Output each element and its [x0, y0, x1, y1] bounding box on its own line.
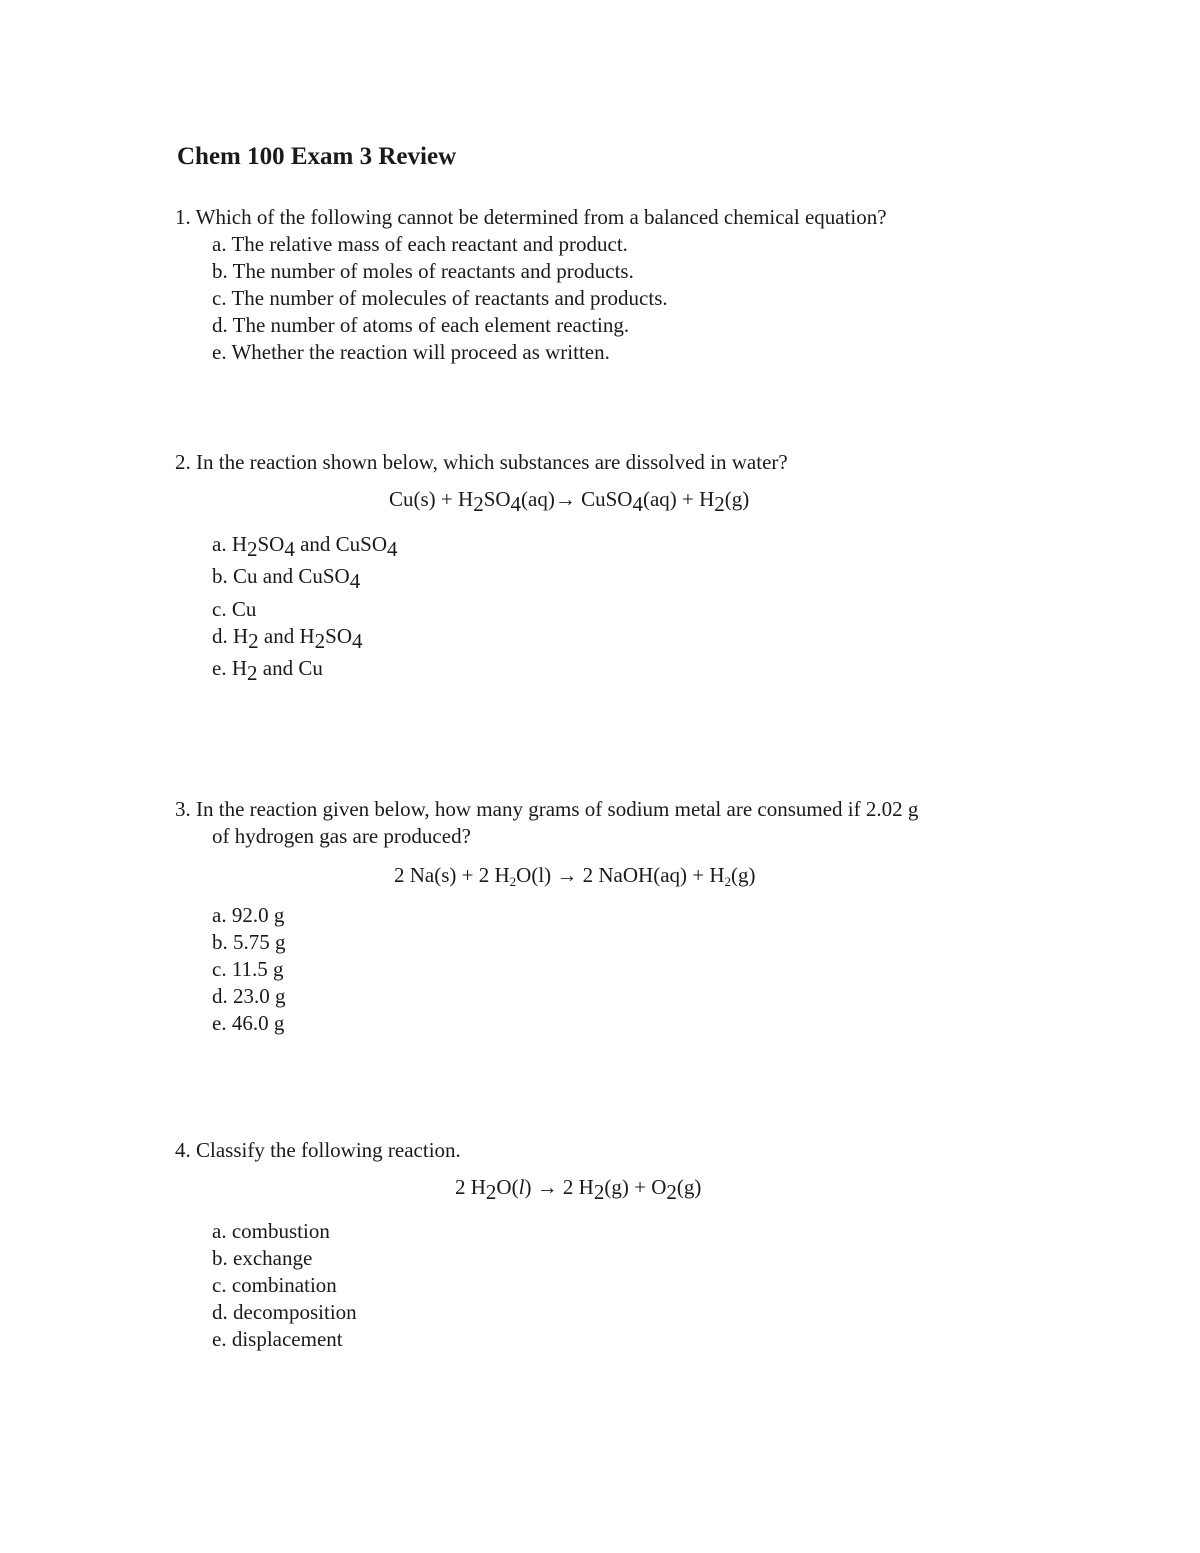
document-title: Chem 100 Exam 3 Review [177, 143, 457, 170]
equation-text: (g) [676, 1175, 702, 1199]
question-2-option-e [212, 655, 323, 685]
question-3-option-b: b. 5.75 g [212, 930, 286, 954]
equation-subscript: 2 [509, 874, 517, 889]
equation-subscript: 4 [632, 492, 643, 516]
question-1-prompt: 1. Which of the following cannot be determined from a balanced chemical equation? [175, 205, 887, 229]
option-text: c. Cu [212, 597, 257, 621]
equation-subscript: 2 [473, 492, 484, 516]
question-3-equation [394, 862, 756, 891]
equation-subscript: 2 [714, 492, 725, 516]
option-text: and Cu [257, 656, 323, 680]
question-2-prompt: 2. In the reaction shown below, which substances are dissolved in water? [175, 450, 788, 474]
option-subscript: 4 [352, 629, 363, 653]
equation-text: (g) + O [604, 1175, 667, 1199]
equation-text: (aq) + H [642, 487, 715, 511]
option-text: b. Cu and CuSO [212, 564, 350, 588]
equation-subscript: 2 [593, 1180, 605, 1204]
option-text: d. H [212, 624, 249, 648]
equation-italic-l: l [518, 1175, 525, 1199]
option-subscript: 2 [248, 629, 259, 653]
option-subscript: 2 [247, 537, 258, 561]
equation-text: 2 H [455, 1175, 486, 1199]
question-3-prompt-line-1: 3. In the reaction given below, how many grams of sodium metal are consumed if 2.02 g [175, 797, 919, 821]
question-3-option-c: c. 11.5 g [212, 957, 284, 981]
equation-text: ) → 2 H [524, 1175, 594, 1199]
equation-text: 2 Na(s) + 2 H [394, 863, 510, 887]
equation-text: (aq)→ CuSO [521, 487, 633, 511]
question-1-option-a: a. The relative mass of each reactant and product. [212, 232, 628, 256]
question-1-option-e: e. Whether the reaction will proceed as written. [212, 340, 610, 364]
option-subscript: 4 [349, 569, 361, 593]
question-3-option-e: e. 46.0 g [212, 1011, 285, 1035]
equation-subscript: 4 [510, 492, 522, 516]
equation-text: O( [496, 1175, 519, 1199]
equation-subscript: 2 [724, 874, 732, 889]
question-4-prompt: 4. Classify the following reaction. [175, 1138, 461, 1162]
question-4-option-e: e. displacement [212, 1327, 343, 1351]
question-4-option-b: b. exchange [212, 1246, 313, 1270]
option-text: and CuSO [294, 532, 388, 556]
question-2-equation [389, 486, 750, 516]
question-2-option-b [212, 563, 361, 593]
question-1-option-d: d. The number of atoms of each element reacting. [212, 313, 630, 337]
question-2-option-c [212, 596, 256, 623]
option-text: SO [257, 532, 285, 556]
question-1-option-b: b. The number of moles of reactants and products. [212, 259, 634, 283]
question-4-option-c: c. combination [212, 1273, 337, 1297]
question-2-option-a [212, 531, 398, 561]
equation-subscript: 2 [485, 1180, 497, 1204]
equation-text: (g) [724, 487, 750, 511]
option-text: SO [325, 624, 353, 648]
question-3-option-d: d. 23.0 g [212, 984, 286, 1008]
option-subscript: 4 [284, 537, 295, 561]
question-2-option-d [212, 623, 363, 653]
question-3-prompt-line-2: of hydrogen gas are produced? [212, 824, 471, 848]
option-subscript: 2 [314, 629, 326, 653]
question-4-equation [455, 1174, 702, 1204]
question-4-option-a: a. combustion [212, 1219, 330, 1243]
option-text: and H [258, 624, 315, 648]
question-3-option-a: a. 92.0 g [212, 903, 285, 927]
question-1-option-c: c. The number of molecules of reactants and products. [212, 286, 668, 310]
equation-text: (g) [731, 863, 756, 887]
option-subscript: 2 [247, 661, 258, 685]
option-text: a. H [212, 532, 247, 556]
equation-text: Cu(s) + H [389, 487, 474, 511]
equation-text: SO [483, 487, 511, 511]
question-4-option-d: d. decomposition [212, 1300, 357, 1324]
equation-subscript: 2 [666, 1180, 677, 1204]
option-subscript: 4 [387, 537, 398, 561]
option-text: e. H [212, 656, 247, 680]
equation-text: O(l) → 2 NaOH(aq) + H [516, 863, 725, 887]
